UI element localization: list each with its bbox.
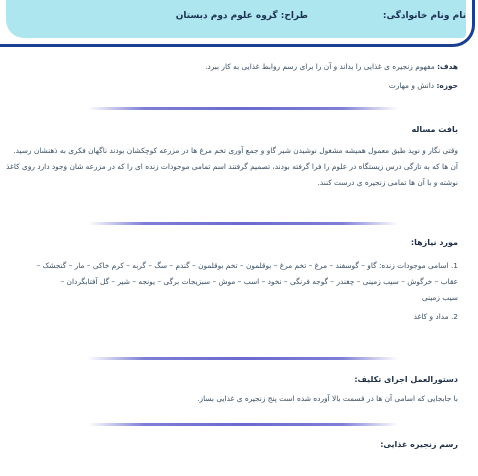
context-heading: بافت مساله	[411, 125, 458, 134]
domain-label: حوزه:	[436, 81, 458, 90]
materials-line-3: سیب زمینی	[421, 293, 458, 302]
divider-4	[88, 423, 398, 426]
materials-line-4: 2. مداد و کاغذ	[413, 312, 458, 321]
instructions-heading: دستورالعمل اجرای تکلیف:	[354, 375, 458, 384]
domain-row	[389, 81, 458, 90]
context-line-3: نوشته و با آن ها تمامی زنجیره ی درست کنند.	[317, 178, 458, 187]
materials-heading: مورد نیازها:	[410, 238, 458, 247]
materials-line-2: عقاب – خرگوش – سیب زمینی – چغندر – گوجه فرنگی – نخود – اسب – موش – سبزیجات برگی – یونجه – شیر – گل آفتابگردان –	[60, 277, 458, 286]
materials-line-1: 1. اسامی موجودات زنده: گاو – گوسفند – مرغ – تخم مرغ – بوقلمون – تخم بوقلمون – گندم – سگ – گربه – کرم خاکی – مار – گنجشک –	[36, 261, 458, 270]
designer-label: طراح: گروه علوم دوم دبستان	[175, 11, 308, 21]
goal-text: مفهوم زنجیره ی غذایی را بداند و آن را برای رسم روابط غذایی به کار ببرد.	[205, 62, 435, 71]
goal-label: هدف:	[437, 62, 458, 71]
chains-heading: رسم زنجیره غذایی:	[380, 440, 458, 449]
goal-row	[205, 62, 458, 71]
name-label: نام ونام خانوادگی:	[382, 11, 466, 21]
divider-3	[88, 357, 398, 360]
domain-text: دانش و مهارت	[388, 81, 435, 90]
divider-1	[88, 107, 398, 110]
divider-2	[88, 222, 398, 225]
context-line-2: آن ها که به تازگی درس زیستگاه در علوم را فرا گرفته بودند، تصمیم گرفتند اسم تمامی موجودات زنده ای را که در مزرعه شان وجود دارد روی کاغذ	[6, 162, 458, 171]
context-line-1: وقتی نگار و نوید طبق معمول همیشه مشغول نوشیدن شیر گاو و جمع آوری تخم مرغ ها در مزرعه کوچکشان بودند ناگهان فکری به ذهنشان رسید.	[13, 146, 458, 155]
header-border	[0, 0, 475, 47]
instructions-text: با جابجایی که اسامی آن ها در قسمت بالا آورده شده است پنج زنجیره ی غذایی بساز.	[197, 394, 458, 403]
